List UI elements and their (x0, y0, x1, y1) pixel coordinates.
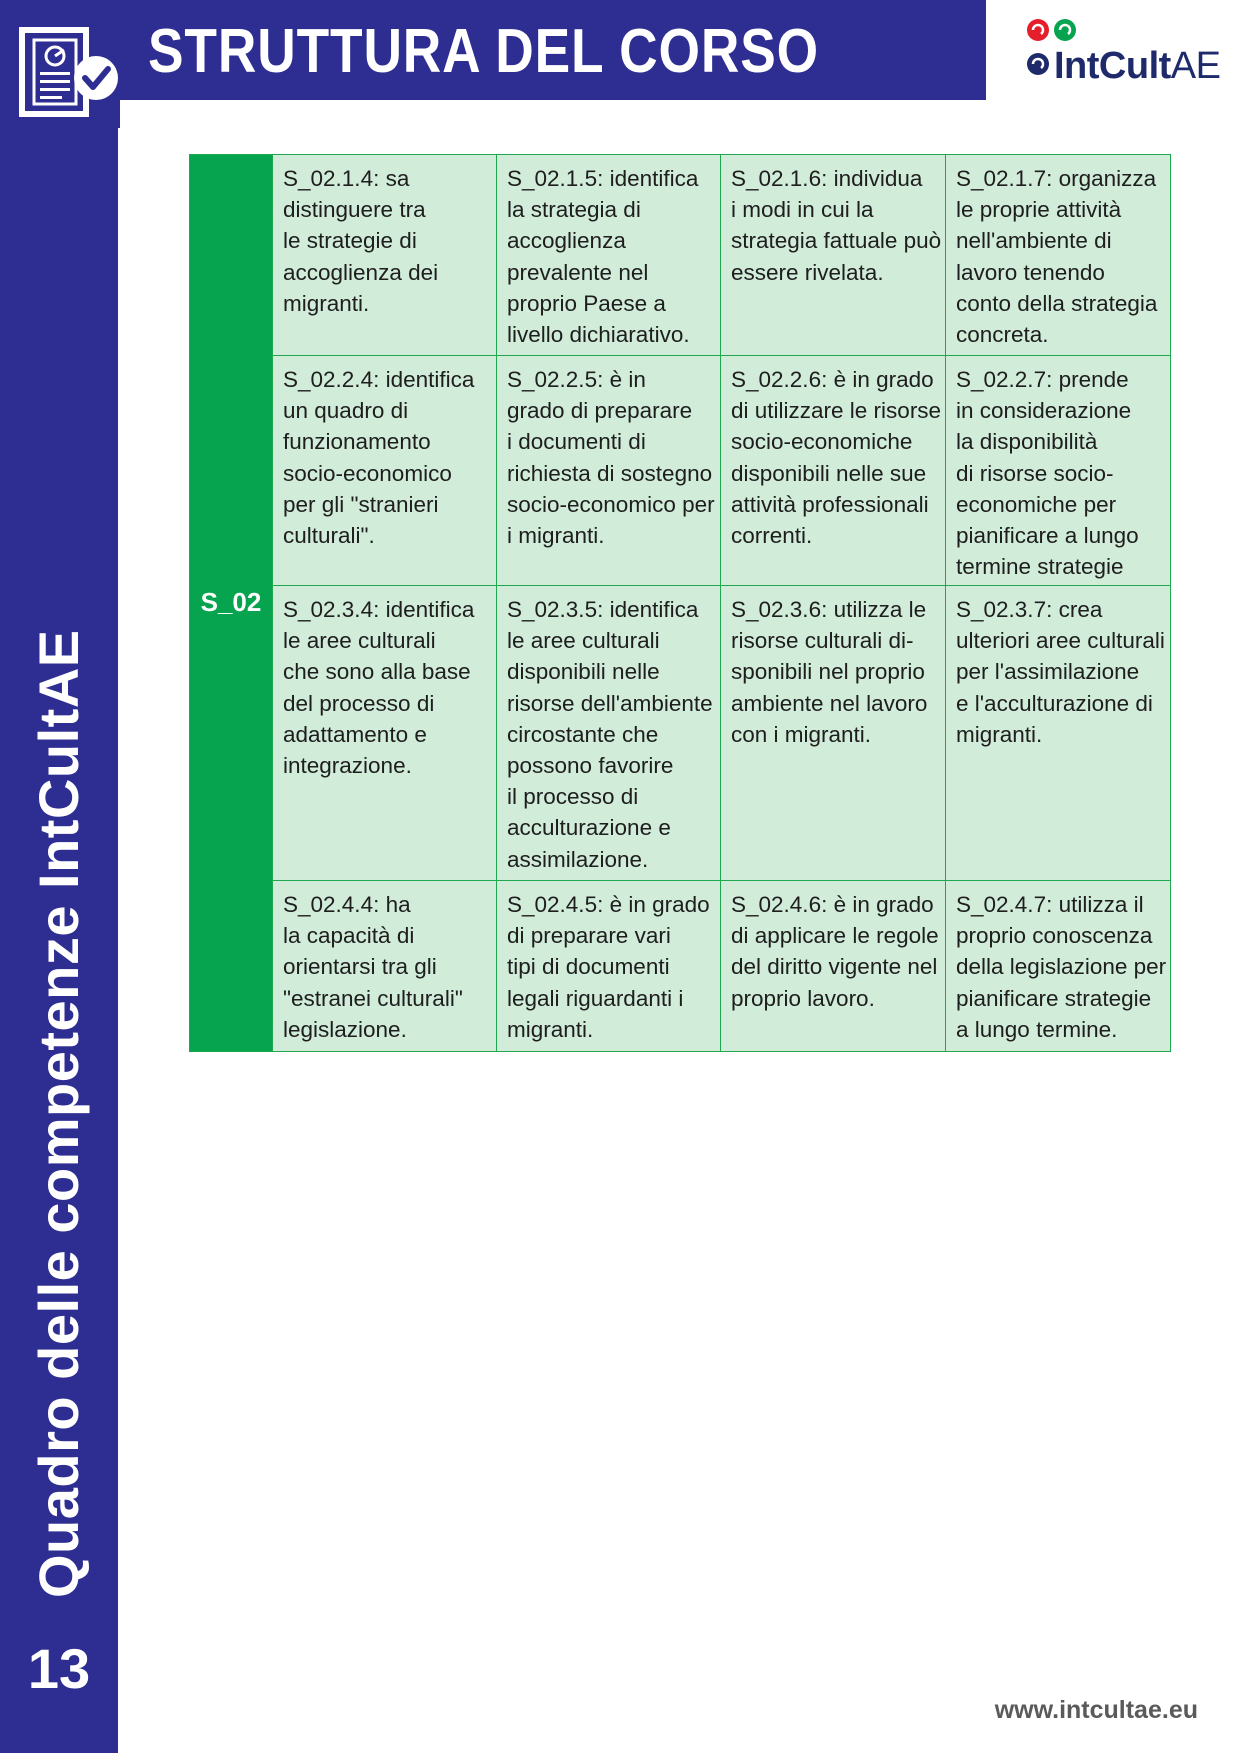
table-cell: S_02.3.6: utilizza le risorse culturali di- sponibili nel proprio ambiente nel lavoro con i migranti. (721, 586, 946, 881)
table-cell: S_02.2.5: è in grado di preparare i documenti di richiesta di sostegno socio-economico per i migranti. (497, 356, 721, 586)
table-cell: S_02.3.7: crea ulteriori aree culturali per l'assimilazione e l'acculturazione di migranti. (946, 586, 1171, 881)
table-cell: S_02.4.7: utilizza il proprio conoscenza della legislazione per pianificare strategie a lungo termine. (946, 881, 1171, 1052)
table-cell: S_02.2.4: identifica un quadro di funzionamento socio-economico per gli "stranieri culturali". (273, 356, 497, 586)
document-check-icon (18, 26, 120, 128)
table-cell: S_02.1.6: individua i modi in cui la strategia fattuale può essere rivelata. (721, 155, 946, 356)
table-cell: S_02.1.7: organizza le proprie attività nell'ambiente di lavoro tenendo conto della strategia concreta. (946, 155, 1171, 356)
intcultae-logo (1024, 16, 1221, 88)
table-cell: S_02.4.5: è in grado di preparare vari tipi di documenti legali riguardanti i migranti. (497, 881, 721, 1052)
skill-code-cell: S_02 (190, 155, 273, 1052)
logo-text-light: AE (1170, 45, 1221, 87)
table-cell: S_02.2.6: è in grado di utilizzare le risorse socio-economiche disponibili nelle sue attività professionali correnti. (721, 356, 946, 586)
logo-text-bold: IntCult (1054, 45, 1171, 87)
sidebar-title: Quadro delle competenze IntCultAE (27, 629, 90, 1598)
table-row (190, 586, 1171, 881)
table-row (190, 881, 1171, 1052)
table-cell: S_02.4.4: ha la capacità di orientarsi tra gli "estranei culturali" legislazione. (273, 881, 497, 1052)
competence-table (189, 154, 1171, 1052)
website-link[interactable]: www.intcultae.eu (994, 1696, 1198, 1724)
table-cell: S_02.1.4: sa distinguere tra le strategie di accoglienza dei migranti. (273, 155, 497, 356)
table-row (190, 356, 1171, 586)
table-cell: S_02.3.4: identifica le aree culturali che sono alla base del processo di adattamento e integrazione. (273, 586, 497, 881)
table-cell: S_02.1.5: identifica la strategia di accoglienza prevalente nel proprio Paese a livello dichiarativo. (497, 155, 721, 356)
table-row (190, 155, 1171, 356)
page-title: STRUTTURA DEL CORSO (148, 17, 820, 86)
table-cell: S_02.2.7: prende in considerazione la disponibilità di risorse socio- economiche per pianificare a lungo termine strategie (946, 356, 1171, 586)
table-cell: S_02.4.6: è in grado di applicare le regole del diritto vigente nel proprio lavoro. (721, 881, 946, 1052)
page-number: 13 (27, 1637, 91, 1700)
table-cell: S_02.3.5: identifica le aree culturali disponibili nelle risorse dell'ambiente circostante che possono favorire il processo di acculturazione e assimilazione. (497, 586, 721, 881)
